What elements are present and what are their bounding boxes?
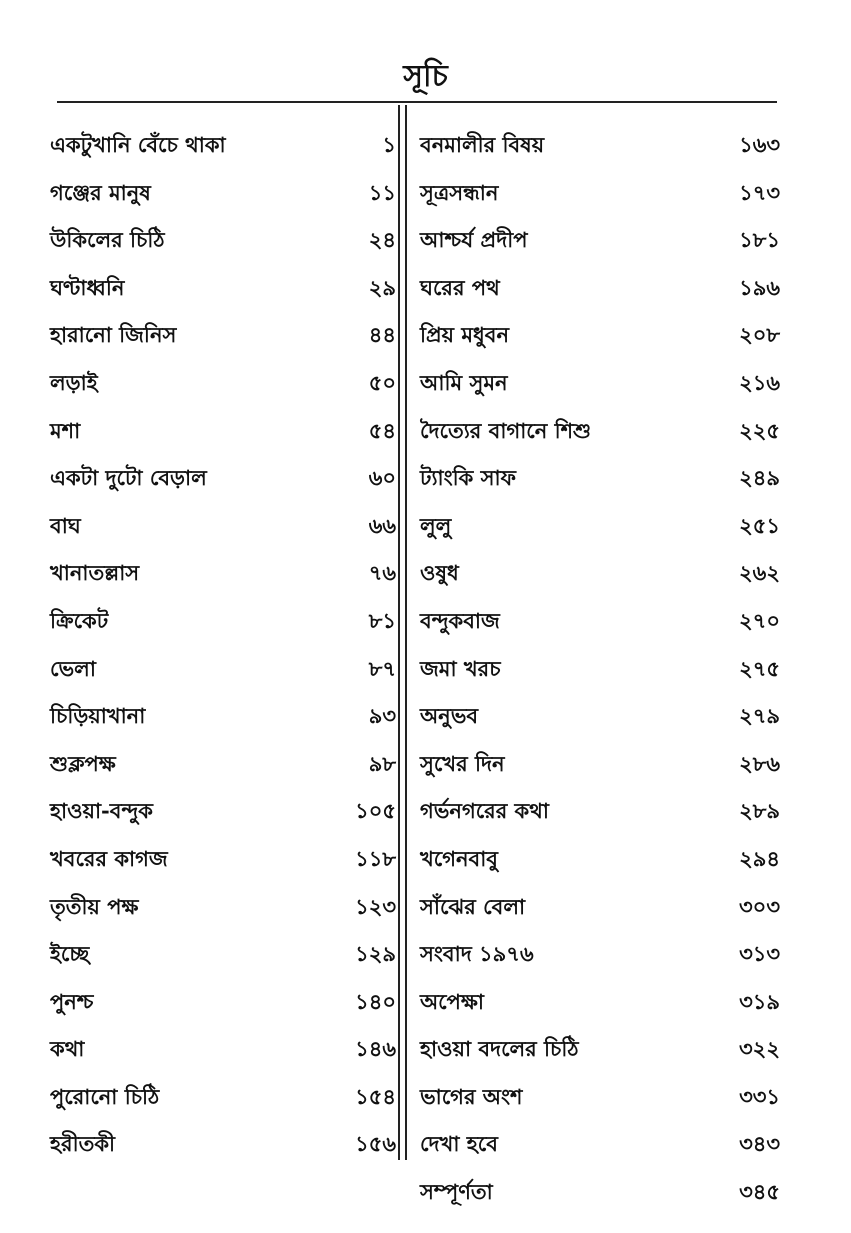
toc-entry	[420, 315, 780, 363]
entry-page-number: ২৮৯	[739, 798, 780, 824]
toc-entry	[420, 268, 780, 316]
toc-entry	[50, 1077, 396, 1125]
entry-page-number: ১২৩	[355, 893, 396, 919]
entry-title: ওষুধ	[420, 560, 459, 586]
entry-title: গর্ভনগরের কথা	[420, 798, 549, 824]
entry-title: দেখা হবে	[420, 1131, 498, 1157]
entry-page-number: ১১৮	[355, 845, 396, 871]
entry-page-number: ৩২২	[739, 1036, 780, 1062]
toc-entry	[50, 1124, 396, 1172]
entry-title: ভেলা	[50, 655, 96, 681]
entry-title: আমি সুমন	[420, 369, 508, 395]
entry-page-number: ৩১৩	[739, 941, 780, 967]
entry-page-number: ৮১	[368, 607, 396, 633]
entry-title: প্রিয় মধুবন	[420, 322, 510, 348]
entry-page-number: ৩৪৩	[739, 1131, 780, 1157]
entry-page-number: ৩১৯	[739, 988, 780, 1014]
entry-title: ভাগের অংশ	[420, 1083, 523, 1109]
entry-page-number: ২৪৯	[739, 465, 780, 491]
toc-entry	[50, 125, 396, 173]
entry-title: শুক্লপক্ষ	[50, 750, 116, 776]
entry-page-number: ১৫৬	[355, 1131, 396, 1157]
entry-title: খবরের কাগজ	[50, 845, 168, 871]
toc-entry	[420, 363, 780, 411]
toc-entry	[420, 1124, 780, 1172]
toc-entry	[50, 601, 396, 649]
toc-entry	[420, 173, 780, 221]
toc-entry	[420, 887, 780, 935]
entry-page-number: ৩৩১	[739, 1083, 780, 1109]
entry-page-number: ১০৫	[355, 798, 396, 824]
toc-entry	[50, 458, 396, 506]
entry-page-number: ১৮১	[739, 227, 780, 253]
entry-page-number: ২৫১	[739, 512, 780, 538]
toc-entry	[50, 839, 396, 887]
toc-entry	[420, 982, 780, 1030]
toc-entry	[50, 173, 396, 221]
toc-right-column	[420, 125, 780, 1220]
toc-entry	[420, 125, 780, 173]
toc-entry	[50, 268, 396, 316]
toc-entry	[420, 553, 780, 601]
toc-entry	[420, 1172, 780, 1220]
toc-entry	[420, 458, 780, 506]
entry-page-number: ২৭৯	[739, 703, 780, 729]
toc-entry	[50, 363, 396, 411]
entry-title: পুরোনো চিঠি	[50, 1083, 160, 1109]
entry-title: বাঘ	[50, 512, 81, 538]
entry-page-number: ১৬৩	[739, 132, 780, 157]
toc-entry	[50, 791, 396, 839]
toc-entry	[420, 1029, 780, 1077]
entry-page-number: ১২৯	[355, 941, 396, 967]
entry-page-number: ৫০	[368, 369, 396, 395]
entry-title: উকিলের চিঠি	[50, 227, 165, 253]
entry-page-number: ৯৮	[368, 750, 396, 776]
entry-title: খগেনবাবু	[420, 845, 498, 871]
entry-page-number: ৬০	[368, 465, 396, 491]
toc-entry	[420, 411, 780, 459]
toc-entry	[50, 315, 396, 363]
entry-page-number: ২০৮	[739, 322, 780, 348]
entry-title: সংবাদ ১৯৭৬	[420, 941, 534, 967]
toc-entry	[420, 506, 780, 554]
entry-page-number: ১৪০	[355, 988, 396, 1014]
toc-entry	[50, 553, 396, 601]
entry-title: ঘণ্টাধ্বনি	[50, 274, 125, 300]
entry-page-number: ২৯	[368, 274, 396, 300]
entry-title: অপেক্ষা	[420, 988, 484, 1014]
entry-title: একটুখানি বেঁচে থাকা	[50, 132, 226, 157]
toc-entry	[420, 649, 780, 697]
toc-entry	[420, 744, 780, 792]
toc-entry	[50, 411, 396, 459]
entry-page-number: ১৭৩	[739, 179, 780, 205]
entry-title: জমা খরচ	[420, 655, 501, 681]
entry-page-number: ৯৩	[368, 703, 396, 729]
toc-entry	[420, 696, 780, 744]
toc-entry	[420, 220, 780, 268]
entry-page-number: ১	[382, 132, 396, 157]
entry-title: দৈত্যের বাগানে শিশু	[420, 417, 592, 443]
toc-entry	[50, 220, 396, 268]
header-rule	[57, 101, 777, 103]
column-divider	[405, 105, 407, 1160]
toc-left-column	[50, 125, 396, 1172]
entry-title: লুলু	[420, 512, 452, 538]
entry-page-number: ৫৪	[368, 417, 396, 443]
entry-title: পুনশ্চ	[50, 988, 94, 1014]
entry-title: অনুভব	[420, 703, 479, 729]
column-divider	[398, 105, 400, 1160]
entry-title: হারানো জিনিস	[50, 322, 177, 348]
entry-page-number: ১৫৪	[355, 1083, 396, 1109]
entry-title: হরীতকী	[50, 1131, 116, 1157]
entry-title: হাওয়া-বন্দুক	[50, 798, 153, 824]
toc-entry	[50, 1029, 396, 1077]
entry-title: বনমালীর বিষয়	[420, 132, 545, 157]
entry-title: আশ্চর্য প্রদীপ	[420, 227, 528, 253]
toc-entry	[420, 1077, 780, 1125]
entry-page-number: ১১	[368, 179, 396, 205]
entry-page-number: ১৯৬	[739, 274, 780, 300]
toc-entry	[50, 934, 396, 982]
entry-page-number: ২৭৫	[739, 655, 780, 681]
entry-title: ক্রিকেট	[50, 607, 109, 633]
entry-page-number: ১৪৬	[355, 1036, 396, 1062]
entry-title: সম্পূর্ণতা	[420, 1179, 493, 1205]
entry-page-number: ৩০৩	[739, 893, 780, 919]
toc-entry	[50, 744, 396, 792]
entry-page-number: ৬৬	[368, 512, 396, 538]
entry-title: ইচ্ছে	[50, 941, 90, 967]
entry-page-number: ২৪	[368, 227, 396, 253]
toc-entry	[420, 791, 780, 839]
entry-title: গঞ্জের মানুষ	[50, 179, 151, 205]
toc-entry	[50, 696, 396, 744]
entry-title: সূত্রসন্ধান	[420, 179, 499, 205]
entry-title: হাওয়া বদলের চিঠি	[420, 1036, 579, 1062]
entry-page-number: ২১৬	[739, 369, 780, 395]
entry-title: ট্যাংকি সাফ	[420, 465, 516, 491]
toc-entry	[50, 887, 396, 935]
toc-entry	[420, 934, 780, 982]
toc-entry	[420, 601, 780, 649]
toc-entry	[420, 839, 780, 887]
toc-entry	[50, 649, 396, 697]
entry-title: মশা	[50, 417, 81, 443]
entry-page-number: ৮৭	[368, 655, 396, 681]
entry-title: লড়াই	[50, 369, 98, 395]
toc-entry	[50, 982, 396, 1030]
entry-page-number: ২৮৬	[739, 750, 780, 776]
entry-title: একটা দুটো বেড়াল	[50, 465, 207, 491]
entry-page-number: ২৬২	[739, 560, 780, 586]
entry-title: সাঁঝের বেলা	[420, 893, 526, 919]
entry-title: বন্দুকবাজ	[420, 607, 500, 633]
entry-title: খানাতল্লাস	[50, 560, 140, 586]
entry-title: কথা	[50, 1036, 85, 1062]
entry-title: ঘরের পথ	[420, 274, 500, 300]
page-title: সূচি	[403, 59, 448, 94]
entry-title: তৃতীয় পক্ষ	[50, 893, 139, 919]
toc-entry	[50, 506, 396, 554]
entry-title: সুখের দিন	[420, 750, 505, 776]
entry-page-number: ৪৪	[368, 322, 396, 348]
entry-page-number: ২৯৪	[739, 845, 780, 871]
entry-page-number: ২৭০	[739, 607, 780, 633]
entry-page-number: ২২৫	[739, 417, 780, 443]
entry-title: চিড়িয়াখানা	[50, 703, 146, 729]
entry-page-number: ৭৬	[368, 560, 396, 586]
entry-page-number: ৩৪৫	[739, 1179, 780, 1205]
